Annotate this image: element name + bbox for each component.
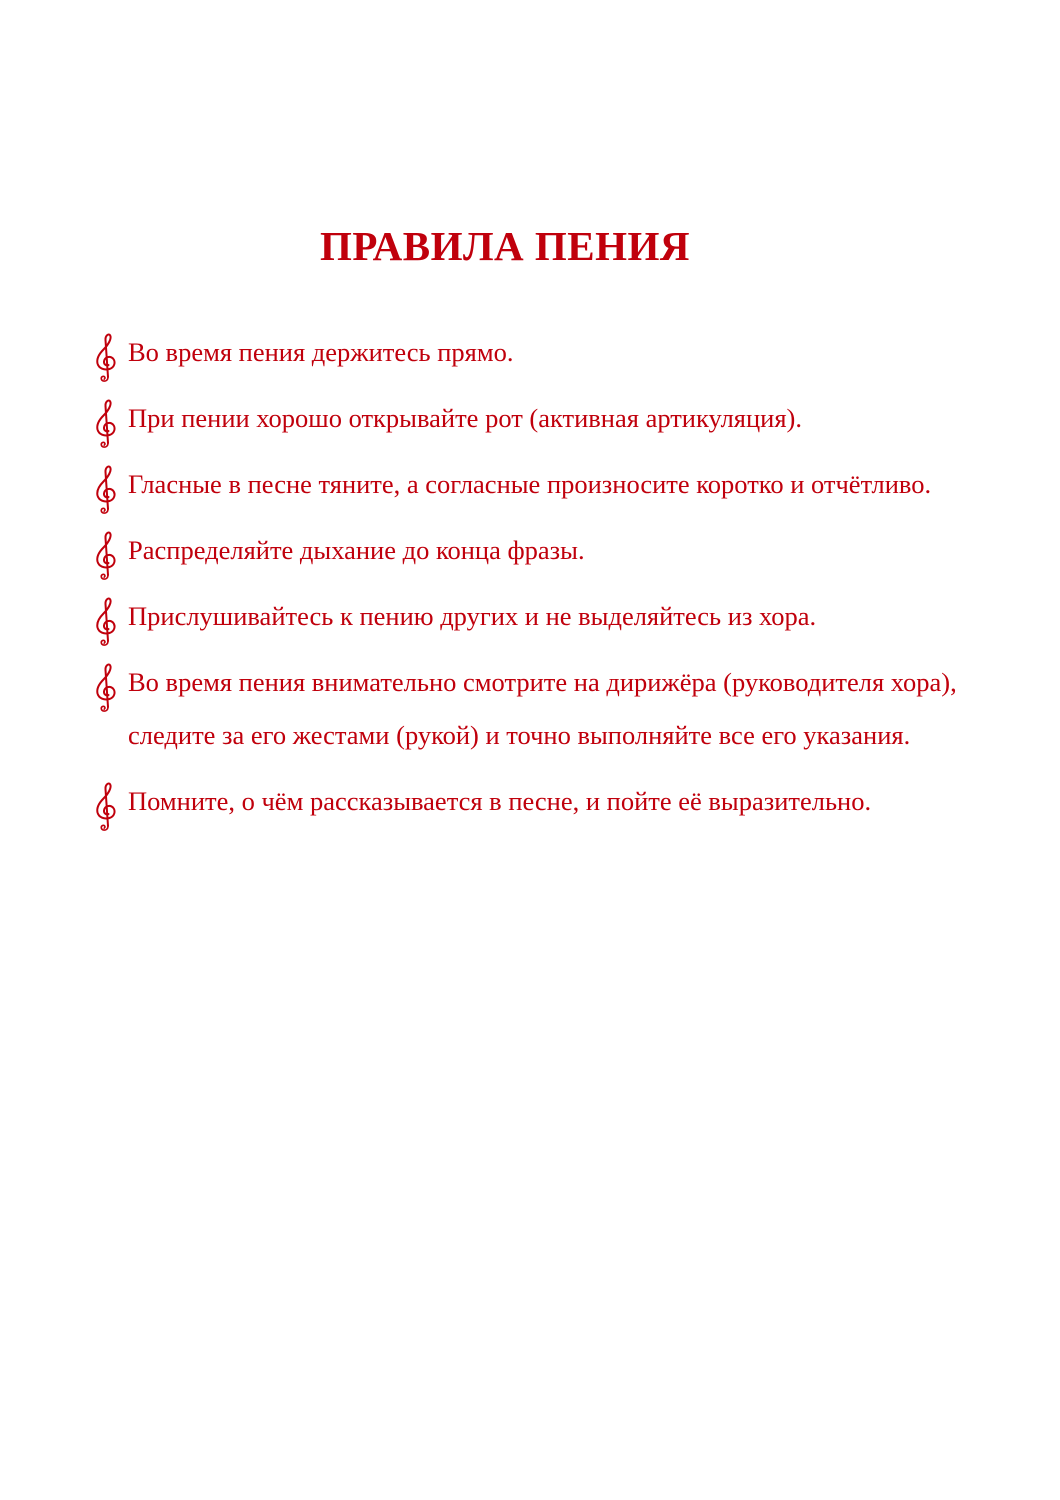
rules-list (94, 326, 1024, 841)
rule-item (94, 656, 1024, 762)
rule-item (94, 458, 1024, 511)
rule-text: Прислушивайтесь к пению других и не выделяйтесь из хора. (128, 601, 817, 631)
treble-clef-icon (94, 331, 120, 383)
rule-text: Гласные в песне тяните, а согласные произносите коротко и отчётливо. (128, 469, 932, 499)
rule-item (94, 392, 1024, 445)
treble-clef-icon (94, 463, 120, 515)
page-title: ПРАВИЛА ПЕНИЯ (319, 223, 691, 269)
treble-clef-icon (94, 595, 120, 647)
rule-text: При пении хорошо открывайте рот (активная артикуляция). (128, 403, 802, 433)
rule-item (94, 775, 1024, 828)
treble-clef-icon (94, 661, 120, 713)
treble-clef-icon (94, 780, 120, 832)
rule-text: Распределяйте дыхание до конца фразы. (128, 535, 585, 565)
rule-item (94, 326, 1024, 379)
treble-clef-icon (94, 529, 120, 581)
rule-text: Во время пения внимательно смотрите на дирижёра (руководителя хора), следите за его жестами (рукой) и точно выполняйте все его указания. (128, 667, 957, 750)
rule-text: Во время пения держитесь прямо. (128, 337, 514, 367)
rule-item (94, 524, 1024, 577)
treble-clef-icon (94, 397, 120, 449)
rule-text: Помните, о чём рассказывается в песне, и пойте её выразительно. (128, 786, 872, 816)
rule-item (94, 590, 1024, 643)
